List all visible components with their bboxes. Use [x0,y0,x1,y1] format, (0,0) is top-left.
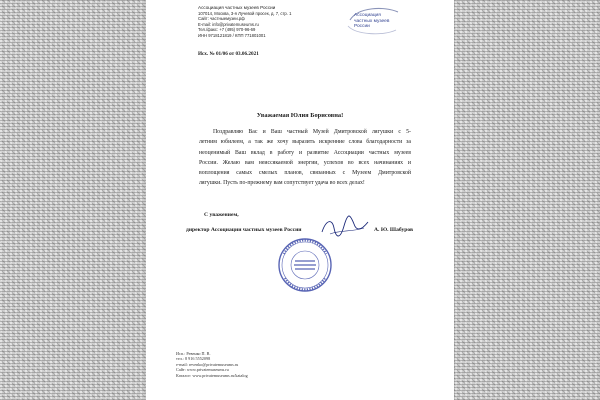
body-line: воплощения самых смелых планов, связанных с Музеем Дмитровской [199,170,411,177]
body-line: неоценимый Ваш вклад в работу и развитие Ассоциации частных музеев [199,149,411,156]
letterhead-line: E-mail: info@privatemuseums.ru [198,21,259,27]
signer-name: А. Ю. Шабуров [374,227,414,233]
footer-line: Сайт: www.privatemuseums.ru [176,367,229,373]
letterhead-line: 107014, Москва, 3-я Лучевой просек, д. 7, стр. 1 [198,10,292,16]
footer-line: Каталог: www.privatemuseums.ru/katalog [176,372,248,378]
outgoing-reference: Исх. № 01/06 от 03.06.2021 [198,51,259,57]
body-line: Поздравляю Вас и Ваш частный Музей Дмитровской лягушки с 5- [213,129,411,135]
letterhead-line: Тел./факс: +7 (495) 970-96-69 [198,27,256,33]
letterhead-line: ИНН 9718121819 / КПП 771801001 [198,32,266,38]
letterhead-contacts [198,5,328,39]
signer-position: директор Ассоциации частных музеев России [186,227,302,233]
official-seal-icon [276,236,334,294]
footer-line: Исп.: Ревенко П. В. [176,351,211,356]
logo-line: Ассоциация [354,13,381,18]
body-line: России. Желаю вам неиссякаемой энергии, успехов во всех начинаниях и [199,159,411,166]
letterhead-line: Сайт: частныемузеи.рф [198,16,245,22]
letterhead-org-name: Ассоциация частных музеев России [198,5,276,10]
closing-regards: С уважением, [204,212,239,218]
logo-line: России [354,24,370,30]
body-line: лягушки. Пусть по-прежнему вам сопутствует удача во всех делах! [199,180,365,187]
letter-body [199,127,411,189]
letter-sheet [146,0,454,400]
logo-line: частных музеев [354,18,390,24]
association-logo [342,6,402,36]
letter-greeting: Уважаемая Юлия Борисовна! [256,112,344,119]
logo-text [354,13,389,30]
body-line: летним юбилеем, а так же хочу выразить искренние слова благодарности за [199,139,411,146]
footer-line: тел.: 8 916 5552098 [176,356,211,362]
footer-contacts [176,351,306,378]
footer-line: e-mail: revenko@privatemuseums.ru [176,361,239,367]
